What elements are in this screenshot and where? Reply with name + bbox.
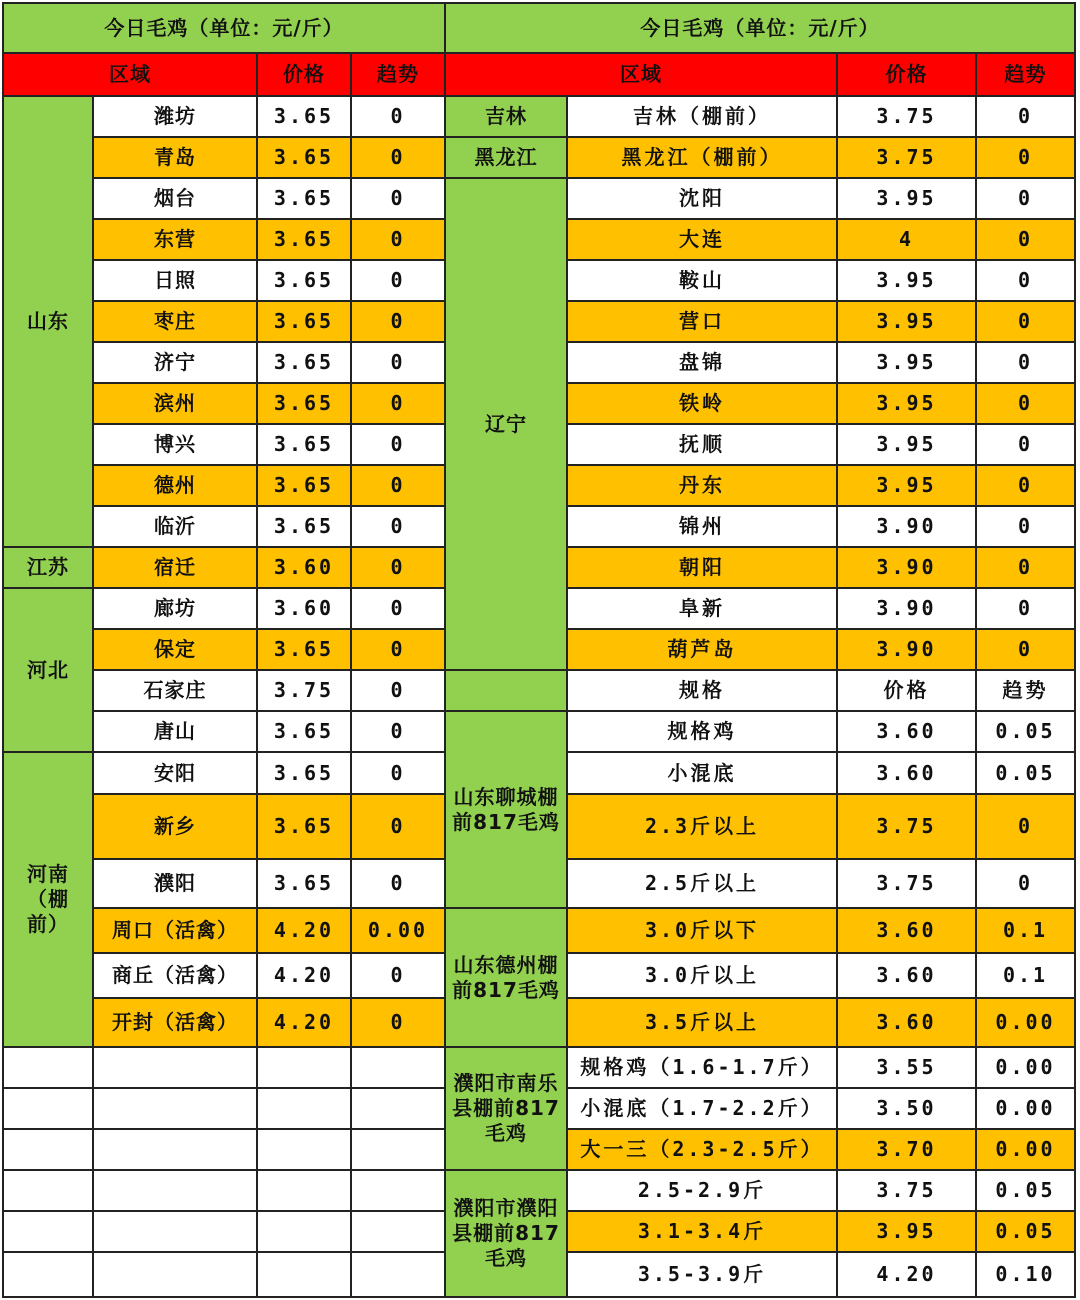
- city-cell: 廊坊: [94, 589, 258, 630]
- header-trend-left: 趋势: [352, 54, 446, 97]
- city-cell: 商丘（活禽）: [94, 954, 258, 999]
- city-cell: 烟台: [94, 179, 258, 220]
- price-cell: 3.95: [838, 425, 977, 466]
- price-cell: 3.90: [838, 548, 977, 589]
- price-cell: 3.60: [838, 753, 977, 795]
- price-cell: 3.95: [838, 179, 977, 220]
- price-cell: 3.75: [838, 860, 977, 909]
- spec-cell: 朝阳: [568, 548, 838, 589]
- spec-cell: 3.0斤以上: [568, 954, 838, 999]
- trend-cell: 0: [977, 795, 1076, 860]
- trend-cell: 0: [352, 220, 446, 261]
- empty-cell: [258, 1089, 352, 1130]
- empty-cell: [352, 1253, 446, 1298]
- spec-cell: 铁岭: [568, 384, 838, 425]
- city-cell: 安阳: [94, 753, 258, 795]
- trend-cell: 0: [977, 179, 1076, 220]
- trend-cell: 0: [977, 860, 1076, 909]
- trend-cell: 0: [977, 97, 1076, 138]
- empty-cell: [94, 1212, 258, 1253]
- header-region-left: 区域: [2, 54, 258, 97]
- price-cell: 3.95: [838, 302, 977, 343]
- spec-cell: 阜新: [568, 589, 838, 630]
- spec-cell: 2.5斤以上: [568, 860, 838, 909]
- spec-cell: 小混底（1.7-2.2斤）: [568, 1089, 838, 1130]
- empty-cell: [2, 1130, 94, 1171]
- empty-cell: [352, 1171, 446, 1212]
- trend-cell: 0: [352, 261, 446, 302]
- trend-cell: 0: [352, 179, 446, 220]
- spec-cell: 鞍山: [568, 261, 838, 302]
- trend-cell: 0: [352, 425, 446, 466]
- price-cell: 3.60: [838, 954, 977, 999]
- price-cell: 3.70: [838, 1130, 977, 1171]
- region-label: 黑龙江: [446, 138, 568, 179]
- spec-cell: 黑龙江（棚前）: [568, 138, 838, 179]
- empty-cell: [94, 1171, 258, 1212]
- price-cell: 3.90: [838, 507, 977, 548]
- header-price-right: 价格: [838, 54, 977, 97]
- spec-cell: 丹东: [568, 466, 838, 507]
- spec-cell: 营口: [568, 302, 838, 343]
- empty-cell: [94, 1253, 258, 1298]
- price-cell: 3.65: [258, 507, 352, 548]
- spec-cell: 3.5-3.9斤: [568, 1253, 838, 1298]
- trend-cell: 0.00: [977, 999, 1076, 1048]
- header-price-left: 价格: [258, 54, 352, 97]
- spec-cell: 大连: [568, 220, 838, 261]
- city-cell: 德州: [94, 466, 258, 507]
- city-cell: 博兴: [94, 425, 258, 466]
- price-cell: 4: [838, 220, 977, 261]
- trend-cell: 0.05: [977, 1212, 1076, 1253]
- spec-cell: 小混底: [568, 753, 838, 795]
- price-cell: 3.95: [838, 1212, 977, 1253]
- trend-cell: 0.05: [977, 753, 1076, 795]
- trend-cell: 0: [352, 712, 446, 753]
- price-cell: 3.65: [258, 795, 352, 860]
- empty-cell: [352, 1089, 446, 1130]
- trend-cell: 0: [977, 261, 1076, 302]
- trend-cell: 0: [352, 795, 446, 860]
- price-cell: 3.55: [838, 1048, 977, 1089]
- price-cell: 3.50: [838, 1089, 977, 1130]
- spec-cell: 3.5斤以上: [568, 999, 838, 1048]
- price-cell: 3.60: [838, 909, 977, 954]
- price-cell: 3.65: [258, 753, 352, 795]
- city-cell: 宿迁: [94, 548, 258, 589]
- trend-cell: 0: [977, 589, 1076, 630]
- empty-cell: [352, 1212, 446, 1253]
- city-cell: 日照: [94, 261, 258, 302]
- trend-cell: 0: [352, 954, 446, 999]
- trend-cell: 0.00: [352, 909, 446, 954]
- empty-cell: [2, 1048, 94, 1089]
- subheader-trend: 趋势: [977, 671, 1076, 712]
- price-cell: 3.65: [258, 425, 352, 466]
- trend-cell: 0: [977, 343, 1076, 384]
- trend-cell: 0.00: [977, 1130, 1076, 1171]
- trend-cell: 0: [977, 466, 1076, 507]
- price-cell: 3.60: [838, 712, 977, 753]
- trend-cell: 0: [977, 507, 1076, 548]
- price-cell: 3.65: [258, 466, 352, 507]
- price-cell: 3.65: [258, 138, 352, 179]
- header-region-right: 区域: [446, 54, 838, 97]
- price-cell: 3.65: [258, 302, 352, 343]
- trend-cell: 0: [352, 138, 446, 179]
- price-cell: 3.75: [838, 1171, 977, 1212]
- price-cell: 4.20: [258, 909, 352, 954]
- empty-cell: [352, 1048, 446, 1089]
- trend-cell: 0: [977, 220, 1076, 261]
- trend-cell: 0: [352, 589, 446, 630]
- city-cell: 保定: [94, 630, 258, 671]
- price-cell: 3.90: [838, 589, 977, 630]
- subheader-price: 价格: [838, 671, 977, 712]
- city-cell: 石家庄: [94, 671, 258, 712]
- trend-cell: 0: [977, 548, 1076, 589]
- city-cell: 枣庄: [94, 302, 258, 343]
- price-cell: 3.90: [838, 630, 977, 671]
- trend-cell: 0.1: [977, 909, 1076, 954]
- price-cell: 3.65: [258, 179, 352, 220]
- trend-cell: 0: [977, 302, 1076, 343]
- city-cell: 濮阳: [94, 860, 258, 909]
- price-cell: 3.75: [838, 97, 977, 138]
- empty-cell: [94, 1130, 258, 1171]
- spec-cell: 沈阳: [568, 179, 838, 220]
- price-cell: 3.95: [838, 384, 977, 425]
- trend-cell: 0: [977, 425, 1076, 466]
- subheader-spec: 规格: [568, 671, 838, 712]
- empty-cell: [258, 1253, 352, 1298]
- city-cell: 唐山: [94, 712, 258, 753]
- trend-cell: 0: [352, 343, 446, 384]
- price-cell: 3.95: [838, 343, 977, 384]
- trend-cell: 0: [352, 97, 446, 138]
- city-cell: 开封（活禽）: [94, 999, 258, 1048]
- price-cell: 3.65: [258, 630, 352, 671]
- city-cell: 济宁: [94, 343, 258, 384]
- price-cell: 3.65: [258, 343, 352, 384]
- price-cell: 3.65: [258, 220, 352, 261]
- empty-cell: [2, 1089, 94, 1130]
- empty-cell: [2, 1253, 94, 1298]
- price-cell: 3.60: [258, 589, 352, 630]
- spec-cell: 吉林（棚前）: [568, 97, 838, 138]
- city-cell: 青岛: [94, 138, 258, 179]
- price-cell: 3.60: [258, 548, 352, 589]
- empty-cell: [94, 1048, 258, 1089]
- empty-cell: [258, 1048, 352, 1089]
- price-cell: 3.95: [838, 466, 977, 507]
- spec-cell: 抚顺: [568, 425, 838, 466]
- spec-cell: 规格鸡: [568, 712, 838, 753]
- price-cell: 4.20: [258, 954, 352, 999]
- region-label: 江苏: [2, 548, 94, 589]
- price-cell: 3.95: [838, 261, 977, 302]
- spec-cell: 3.0斤以下: [568, 909, 838, 954]
- trend-cell: 0: [352, 671, 446, 712]
- city-cell: 潍坊: [94, 97, 258, 138]
- trend-cell: 0: [352, 507, 446, 548]
- price-cell: 4.20: [838, 1253, 977, 1298]
- empty-cell: [2, 1171, 94, 1212]
- price-cell: 3.75: [838, 138, 977, 179]
- price-cell: 3.65: [258, 712, 352, 753]
- price-cell: 3.65: [258, 261, 352, 302]
- region-label: 河南（棚前）: [2, 753, 94, 1048]
- price-cell: 4.20: [258, 999, 352, 1048]
- empty-cell: [258, 1130, 352, 1171]
- trend-cell: 0: [352, 466, 446, 507]
- trend-cell: 0: [352, 999, 446, 1048]
- trend-cell: 0: [352, 753, 446, 795]
- left-title: 今日毛鸡（单位：元/斤）: [2, 2, 446, 54]
- spec-cell: 锦州: [568, 507, 838, 548]
- spec-cell: 葫芦岛: [568, 630, 838, 671]
- trend-cell: 0.10: [977, 1253, 1076, 1298]
- region-label: [446, 671, 568, 712]
- region-label: 辽宁: [446, 179, 568, 671]
- spec-cell: 盘锦: [568, 343, 838, 384]
- price-cell: 3.60: [838, 999, 977, 1048]
- city-cell: 新乡: [94, 795, 258, 860]
- price-cell: 3.65: [258, 860, 352, 909]
- region-label: 河北: [2, 589, 94, 753]
- price-cell: 3.65: [258, 97, 352, 138]
- trend-cell: 0: [352, 384, 446, 425]
- trend-cell: 0.05: [977, 1171, 1076, 1212]
- trend-cell: 0: [977, 138, 1076, 179]
- city-cell: 东营: [94, 220, 258, 261]
- spec-cell: 3.1-3.4斤: [568, 1212, 838, 1253]
- header-trend-right: 趋势: [977, 54, 1076, 97]
- region-label: 山东德州棚前817毛鸡: [446, 909, 568, 1048]
- trend-cell: 0.00: [977, 1048, 1076, 1089]
- empty-cell: [258, 1171, 352, 1212]
- region-label: 濮阳市南乐县棚前817毛鸡: [446, 1048, 568, 1171]
- spec-cell: 2.3斤以上: [568, 795, 838, 860]
- trend-cell: 0: [977, 630, 1076, 671]
- region-label: 山东: [2, 97, 94, 548]
- price-cell: 3.75: [838, 795, 977, 860]
- city-cell: 临沂: [94, 507, 258, 548]
- empty-cell: [352, 1130, 446, 1171]
- spec-cell: 规格鸡（1.6-1.7斤）: [568, 1048, 838, 1089]
- trend-cell: 0.00: [977, 1089, 1076, 1130]
- city-cell: 周口（活禽）: [94, 909, 258, 954]
- trend-cell: 0: [352, 630, 446, 671]
- spec-cell: 2.5-2.9斤: [568, 1171, 838, 1212]
- trend-cell: 0.1: [977, 954, 1076, 999]
- trend-cell: 0: [352, 302, 446, 343]
- trend-cell: 0: [352, 860, 446, 909]
- empty-cell: [94, 1089, 258, 1130]
- right-title: 今日毛鸡（单位：元/斤）: [446, 2, 1076, 54]
- trend-cell: 0.05: [977, 712, 1076, 753]
- price-cell: 3.65: [258, 384, 352, 425]
- trend-cell: 0: [977, 384, 1076, 425]
- empty-cell: [2, 1212, 94, 1253]
- region-label: 吉林: [446, 97, 568, 138]
- region-label: 濮阳市濮阳县棚前817毛鸡: [446, 1171, 568, 1298]
- price-cell: 3.75: [258, 671, 352, 712]
- region-label: 山东聊城棚前817毛鸡: [446, 712, 568, 909]
- city-cell: 滨州: [94, 384, 258, 425]
- empty-cell: [258, 1212, 352, 1253]
- spec-cell: 大一三（2.3-2.5斤）: [568, 1130, 838, 1171]
- trend-cell: 0: [352, 548, 446, 589]
